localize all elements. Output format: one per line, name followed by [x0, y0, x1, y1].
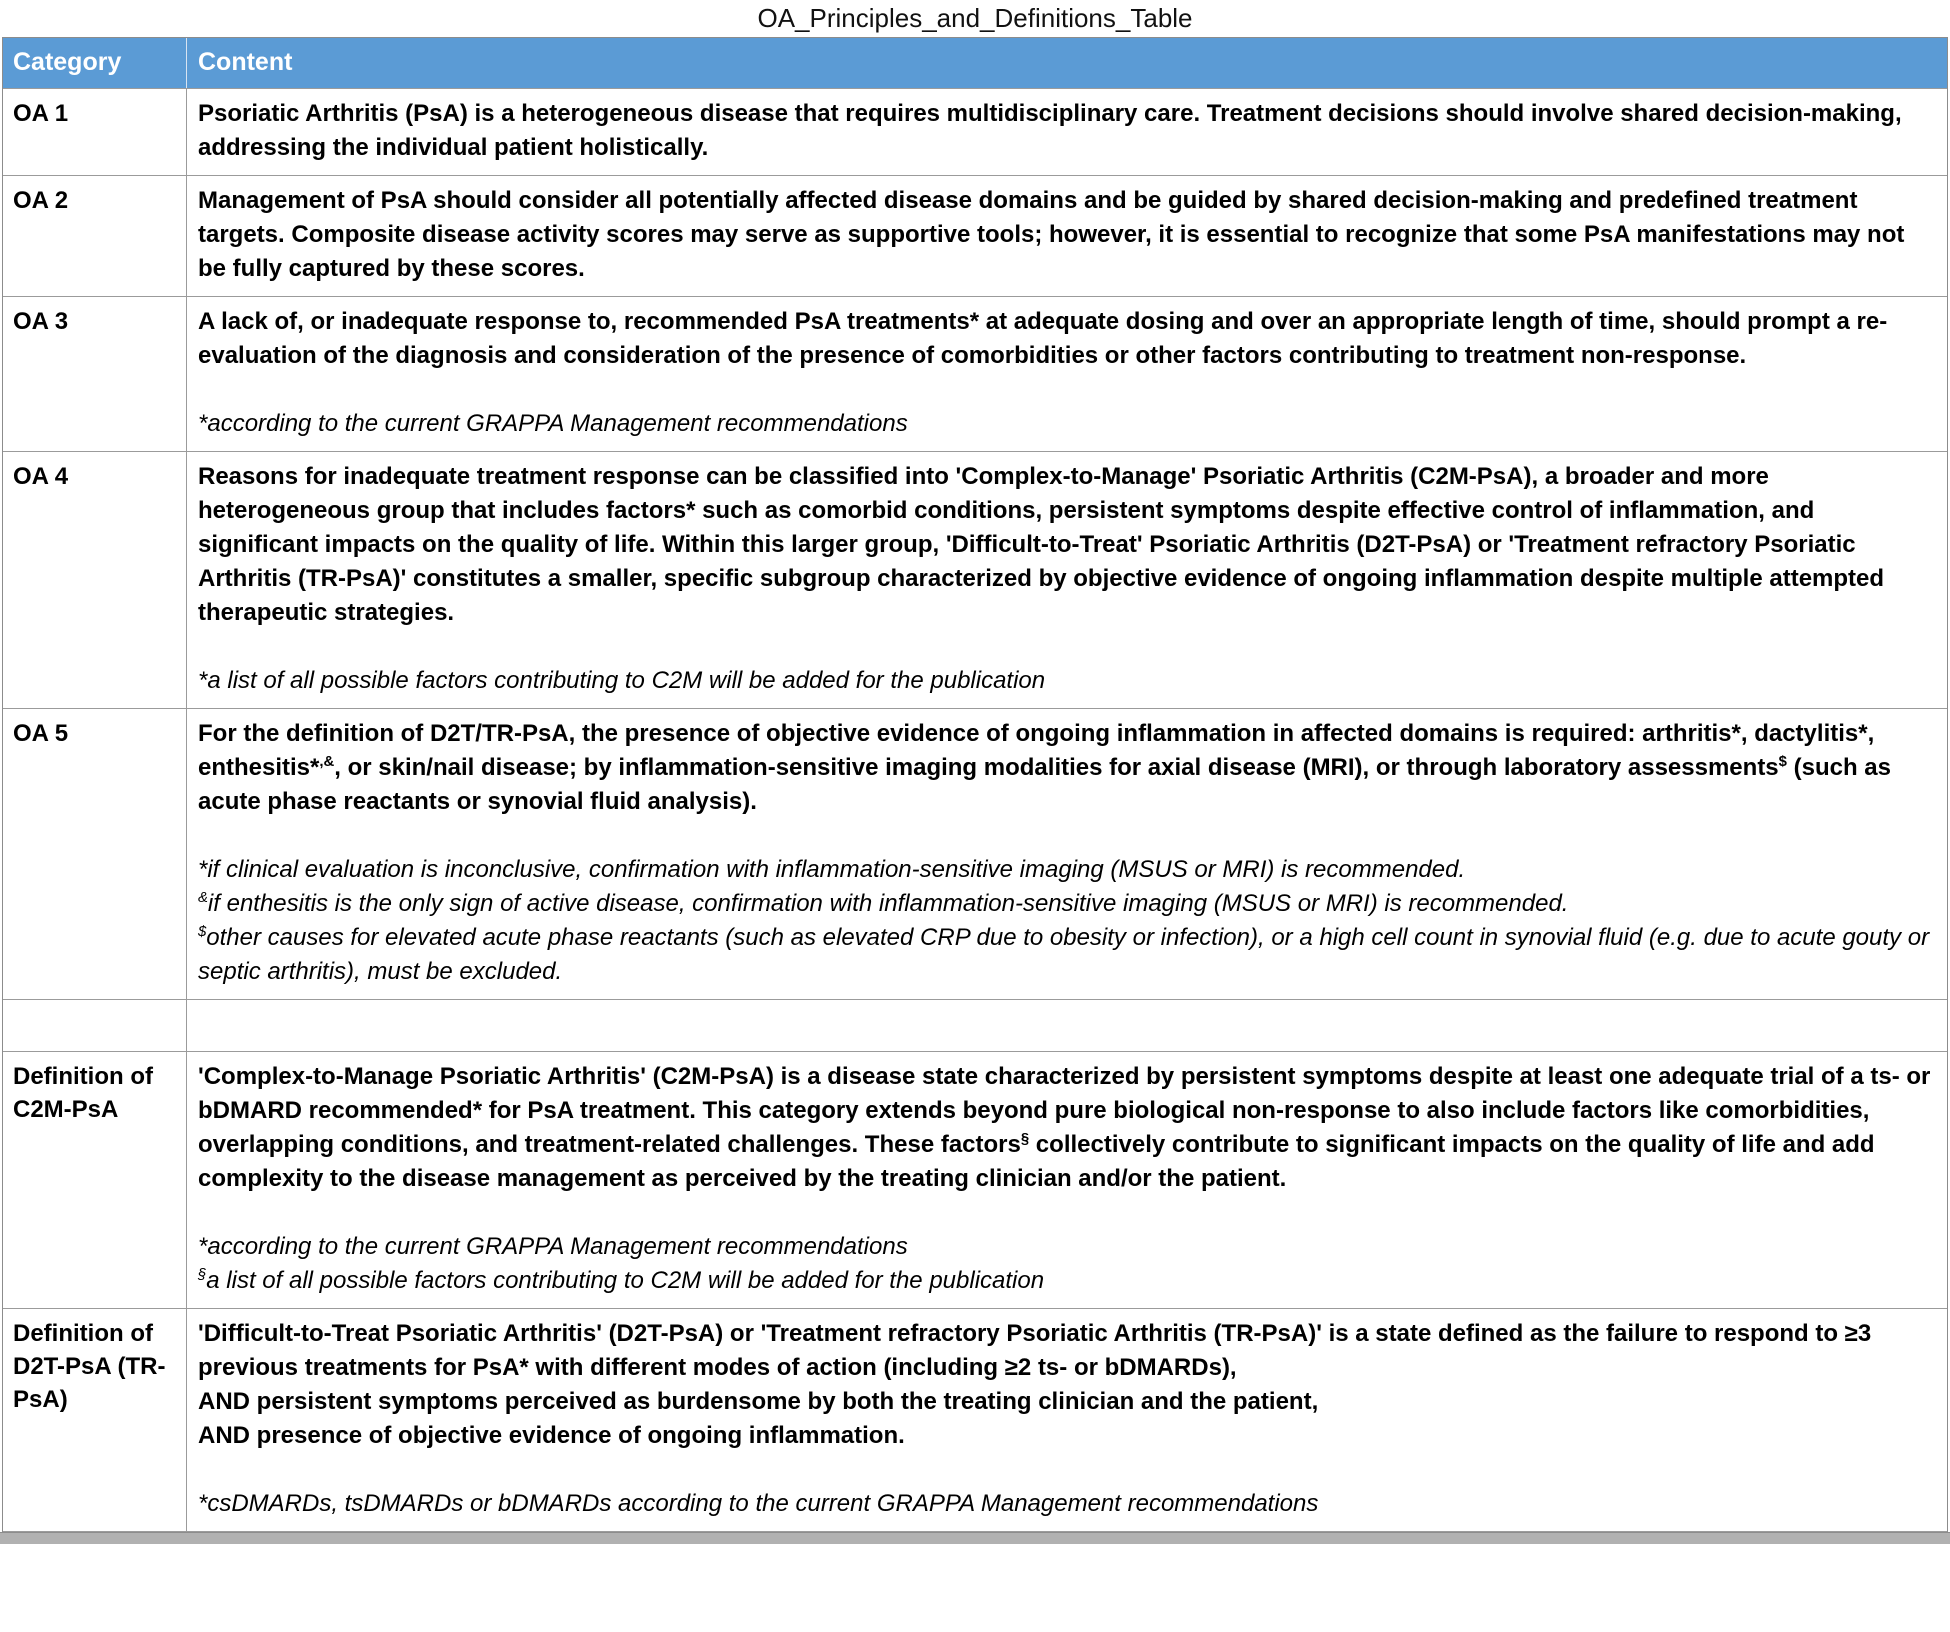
bottom-border-strip: [0, 1532, 1950, 1544]
table-row: [3, 176, 1947, 297]
content-text: Management of PsA should consider all potentially affected disease domains and be guided by shared decision-making and predefined treatment targets. Composite disease activity scores may serve as supportive tools; however, it is essential to recognize that some PsA manifestations may not be fully captured by these scores.: [198, 187, 1905, 282]
content-cell: [187, 709, 1947, 999]
footnote-text: §a list of all possible factors contributing to C2M will be added for the publication: [198, 1267, 1045, 1294]
footnote-text: *a list of all possible factors contributing to C2M will be added for the publication: [198, 667, 1046, 694]
page-title: OA_Principles_and_Definitions_Table: [757, 3, 1193, 33]
category-cell: OA 3: [3, 297, 187, 451]
table-header-row: [3, 38, 1947, 89]
content-text: For the definition of D2T/TR-PsA, the presence of objective evidence of ongoing inflammation in affected domains is required: arthritis*, dactylitis*, enthesitis*,&, or skin/nail disease; by inflammation-sensitive imaging modalities for axial disease (MRI), or through laboratory assessments$ (such as acute phase reactants or synovial fluid analysis).: [198, 720, 1891, 815]
content-text: A lack of, or inadequate response to, recommended PsA treatments* at adequate dosing and over an appropriate length of time, should prompt a re-evaluation of the diagnosis and consideration of the presence of comorbidities or other factors contributing to treatment non-response.: [198, 308, 1888, 369]
content-text: 'Difficult-to-Treat Psoriatic Arthritis' (D2T-PsA) or 'Treatment refractory Psoriatic Arthritis (TR-PsA)' is a state defined as the failure to respond to ≥3 previous treatments for PsA* with different modes of action (including ≥2 ts- or bDMARDs),: [198, 1320, 1872, 1381]
content-text: AND persistent symptoms perceived as burdensome by both the treating clinician and the patient,: [198, 1388, 1319, 1415]
content-cell: [187, 89, 1947, 175]
category-cell: Definition of D2T-PsA (TR-PsA): [3, 1309, 187, 1531]
content-text: AND presence of objective evidence of ongoing inflammation.: [198, 1422, 905, 1449]
table-row: [3, 1309, 1947, 1532]
column-header-category: Category: [3, 38, 187, 88]
table-row: [3, 709, 1947, 1000]
footnote-text: &if enthesitis is the only sign of active disease, confirmation with inflammation-sensitive imaging (MSUS or MRI) is recommended.: [198, 890, 1569, 917]
footnote-text: *csDMARDs, tsDMARDs or bDMARDs according to the current GRAPPA Management recommendations: [198, 1490, 1319, 1517]
category-cell: OA 2: [3, 176, 187, 296]
category-cell: OA 1: [3, 89, 187, 175]
category-cell: Definition of C2M-PsA: [3, 1052, 187, 1308]
content-cell: [187, 176, 1947, 296]
content-cell: [187, 1052, 1947, 1308]
table-body: [3, 89, 1947, 1532]
table-row: [3, 1052, 1947, 1309]
footnote-text: *according to the current GRAPPA Management recommendations: [198, 410, 908, 437]
content-text: 'Complex-to-Manage Psoriatic Arthritis' (C2M-PsA) is a disease state characterized by persistent symptoms despite at least one adequate trial of a ts- or bDMARD recommended* for PsA treatment. This category extends beyond pure biological non-response to also include factors like comorbidities, overlapping conditions, and treatment-related challenges. These factors§ collectively contribute to significant impacts on the quality of life and add complexity to the disease management as perceived by the treating clinician and/or the patient.: [198, 1063, 1931, 1192]
table-row: [3, 297, 1947, 452]
table-row: [3, 89, 1947, 176]
content-cell: [187, 452, 1947, 708]
content-text: Psoriatic Arthritis (PsA) is a heterogeneous disease that requires multidisciplinary care. Treatment decisions should involve shared decision-making, addressing the individual patient holistically.: [198, 100, 1902, 161]
content-text: Reasons for inadequate treatment response can be classified into 'Complex-to-Manage' Psoriatic Arthritis (C2M-PsA), a broader and more heterogeneous group that includes factors* such as comorbid conditions, persistent symptoms despite effective control of inflammation, and significant impacts on the quality of life. Within this larger group, 'Difficult-to-Treat' Psoriatic Arthritis (D2T-PsA) or 'Treatment refractory Psoriatic Arthritis (TR-PsA)' constitutes a smaller, specific subgroup characterized by objective evidence of ongoing inflammation despite multiple attempted therapeutic strategies.: [198, 463, 1885, 626]
paragraph-spacer: [198, 819, 1933, 853]
footnote-text: $other causes for elevated acute phase reactants (such as elevated CRP due to obesity or infection), or a high cell count in synovial fluid (e.g. due to acute gouty or septic arthritis), must be excluded.: [198, 924, 1930, 985]
paragraph-spacer: [198, 373, 1933, 407]
paragraph-spacer: [198, 1196, 1933, 1230]
column-header-content: Content: [198, 48, 293, 76]
table-row: [3, 1000, 1947, 1052]
footnote-text: *if clinical evaluation is inconclusive, confirmation with inflammation-sensitive imaging (MSUS or MRI) is recommended.: [198, 856, 1466, 883]
category-cell: [3, 1000, 187, 1051]
content-cell: [187, 1000, 1947, 1051]
principles-definitions-table: [2, 37, 1948, 1532]
category-cell: OA 4: [3, 452, 187, 708]
content-cell: [187, 1309, 1947, 1531]
paragraph-spacer: [198, 630, 1933, 664]
category-cell: OA 5: [3, 709, 187, 999]
footnote-text: *according to the current GRAPPA Management recommendations: [198, 1233, 908, 1260]
content-cell: [187, 297, 1947, 451]
paragraph-spacer: [198, 1453, 1933, 1487]
table-row: [3, 452, 1947, 709]
